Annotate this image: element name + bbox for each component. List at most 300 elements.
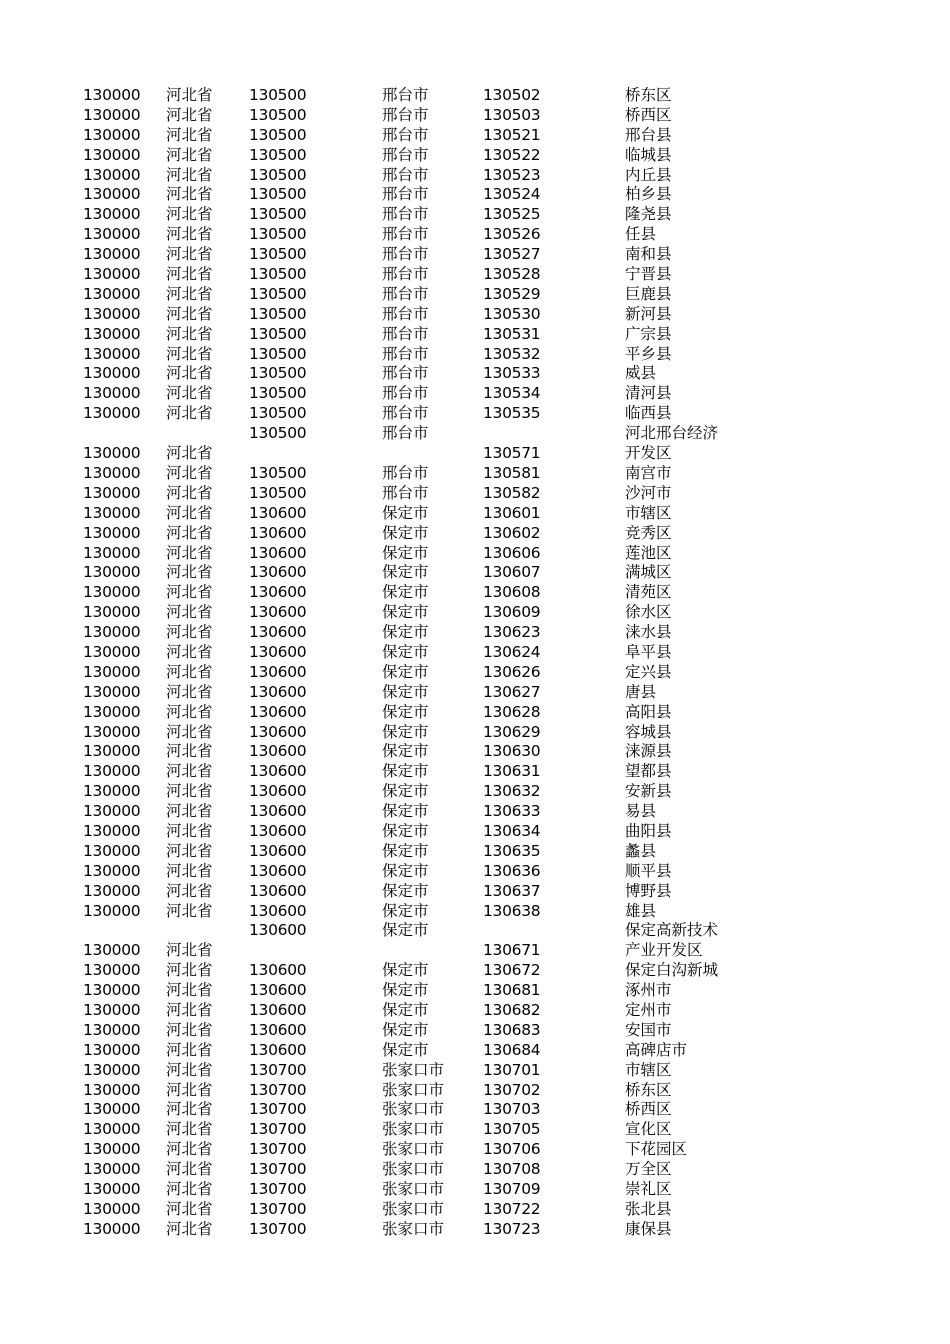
city-code-cell: 130600	[249, 642, 307, 661]
county-code-cell: 130623	[483, 623, 541, 642]
county-code-cell: 130534	[483, 384, 541, 403]
province-code-cell: 130000	[83, 1140, 141, 1159]
county-name-cell: 巨鹿县	[625, 284, 672, 303]
province-name-cell: 河北省	[166, 821, 213, 840]
city-code-cell: 130700	[249, 1120, 307, 1139]
city-code-cell: 130500	[249, 404, 307, 423]
county-name-cell: 望都县	[625, 762, 672, 781]
province-code-cell: 130000	[83, 682, 141, 701]
table-row	[0, 484, 950, 504]
province-name-cell: 河北省	[166, 1199, 213, 1218]
county-name-cell: 易县	[625, 802, 657, 821]
province-code-cell: 130000	[83, 265, 141, 284]
province-code-cell: 130000	[83, 185, 141, 204]
province-code-cell: 130000	[83, 1001, 141, 1019]
province-name-cell: 河北省	[166, 1001, 213, 1019]
table-row	[0, 265, 950, 285]
county-name-cell: 蠡县	[625, 841, 657, 860]
county-name-cell: 临西县	[625, 404, 672, 423]
county-code-cell: 130684	[483, 1040, 541, 1059]
table-row	[0, 1180, 950, 1200]
city-name-cell: 保定市	[382, 802, 429, 821]
province-code-cell: 130000	[83, 483, 141, 502]
province-code-cell: 130000	[83, 742, 141, 761]
province-code-cell: 130000	[83, 1160, 141, 1179]
table-row	[0, 683, 950, 703]
county-code-cell: 130629	[483, 722, 541, 741]
city-code-cell: 130700	[249, 1080, 307, 1099]
county-name-cell: 安新县	[625, 782, 672, 801]
city-code-cell: 130700	[249, 1060, 307, 1079]
province-name-cell: 河北省	[166, 503, 213, 522]
city-code-cell: 130500	[249, 463, 307, 482]
county-code-cell: 130702	[483, 1080, 541, 1099]
city-code-cell: 130700	[249, 1100, 307, 1119]
city-name-cell: 张家口市	[382, 1100, 445, 1119]
province-code-cell: 130000	[83, 821, 141, 840]
province-code-cell: 130000	[83, 1060, 141, 1079]
city-name-cell: 邢台市	[382, 384, 429, 403]
table-row	[0, 504, 950, 524]
county-name-cell: 定兴县	[625, 662, 672, 681]
county-code-cell: 130606	[483, 543, 541, 562]
province-name-cell: 河北省	[166, 543, 213, 562]
table-row	[0, 86, 950, 106]
province-code-cell: 130000	[83, 225, 141, 244]
table-row	[0, 464, 950, 484]
province-code-cell: 130000	[83, 1020, 141, 1039]
city-code-cell: 130500	[249, 86, 307, 104]
city-name-cell: 保定市	[382, 1020, 429, 1039]
city-code-cell: 130500	[249, 324, 307, 343]
province-name-cell: 河北省	[166, 1180, 213, 1199]
province-name-cell: 河北省	[166, 125, 213, 144]
province-name-cell: 河北省	[166, 344, 213, 363]
county-code-cell: 130582	[483, 483, 541, 502]
county-name-cell: 新河县	[625, 304, 672, 323]
city-name-cell: 张家口市	[382, 1060, 445, 1079]
province-name-cell: 河北省	[166, 404, 213, 423]
table-row	[0, 742, 950, 762]
city-name-cell: 邢台市	[382, 245, 429, 264]
county-code-cell: 130636	[483, 861, 541, 880]
city-name-cell: 邢台市	[382, 265, 429, 284]
table-row	[0, 1001, 950, 1021]
province-name-cell: 河北省	[166, 841, 213, 860]
table-row	[0, 603, 950, 623]
province-name-cell: 河北省	[166, 265, 213, 284]
county-name-cell: 沙河市	[625, 483, 672, 502]
city-name-cell: 保定市	[382, 861, 429, 880]
province-name-cell: 河北省	[166, 1160, 213, 1179]
table-row	[0, 583, 950, 603]
city-code-cell: 130500	[249, 105, 307, 124]
city-name-cell: 保定市	[382, 1040, 429, 1059]
province-name-cell: 河北省	[166, 324, 213, 343]
county-name-cell: 邢台县	[625, 125, 672, 144]
province-code-cell: 130000	[83, 782, 141, 801]
province-code-cell: 130000	[83, 86, 141, 104]
city-code-cell: 130600	[249, 662, 307, 681]
city-code-cell: 130600	[249, 742, 307, 761]
province-name-cell: 河北省	[166, 682, 213, 701]
county-code-cell: 130535	[483, 404, 541, 423]
county-code-cell: 130632	[483, 782, 541, 801]
table-row	[0, 703, 950, 723]
county-code-cell: 130522	[483, 145, 541, 164]
county-name-cell: 涞水县	[625, 623, 672, 642]
city-code-cell: 130700	[249, 1160, 307, 1179]
city-code-cell: 130600	[249, 921, 307, 940]
table-row	[0, 1220, 950, 1240]
province-name-cell: 河北省	[166, 284, 213, 303]
city-name-cell: 保定市	[382, 762, 429, 781]
province-code-cell: 130000	[83, 603, 141, 622]
county-code-cell: 130703	[483, 1100, 541, 1119]
table-row	[0, 404, 950, 424]
city-code-cell: 130500	[249, 145, 307, 164]
city-name-cell: 保定市	[382, 722, 429, 741]
province-code-cell: 130000	[83, 1120, 141, 1139]
city-code-cell: 130600	[249, 1040, 307, 1059]
county-name-cell: 莲池区	[625, 543, 672, 562]
county-name-cell: 雄县	[625, 901, 657, 920]
county-code-cell: 130672	[483, 961, 541, 980]
county-code-cell: 130607	[483, 563, 541, 582]
province-name-cell: 河北省	[166, 1140, 213, 1159]
county-name-cell: 阜平县	[625, 642, 672, 661]
province-code-cell: 130000	[83, 841, 141, 860]
city-name-cell: 保定市	[382, 563, 429, 582]
city-name-cell: 保定市	[382, 901, 429, 920]
city-name-cell: 保定市	[382, 841, 429, 860]
province-name-cell: 河北省	[166, 702, 213, 721]
city-code-cell: 130600	[249, 841, 307, 860]
county-name-cell: 保定高新技术 产业开发区	[625, 921, 719, 960]
province-code-cell: 130000	[83, 364, 141, 383]
county-code-cell: 130681	[483, 981, 541, 1000]
province-code-cell: 130000	[83, 145, 141, 164]
county-code-cell: 130633	[483, 802, 541, 821]
city-name-cell: 邢台市	[382, 424, 429, 443]
county-name-cell: 定州市	[625, 1001, 672, 1019]
province-code-cell: 130000	[83, 105, 141, 124]
county-name-cell: 徐水区	[625, 603, 672, 622]
county-code-cell: 130528	[483, 265, 541, 284]
province-code-cell: 130000	[83, 762, 141, 781]
county-name-cell: 内丘县	[625, 165, 672, 184]
county-name-cell: 桥西区	[625, 105, 672, 124]
city-code-cell: 130600	[249, 563, 307, 582]
province-code-cell: 130000	[83, 125, 141, 144]
province-code-cell: 130000	[83, 881, 141, 900]
province-name-cell: 河北省	[166, 145, 213, 164]
city-name-cell: 保定市	[382, 702, 429, 721]
province-name-cell: 河北省	[166, 1060, 213, 1079]
city-code-cell: 130600	[249, 1001, 307, 1019]
table-row	[0, 126, 950, 146]
city-code-cell: 130600	[249, 981, 307, 1000]
city-name-cell: 张家口市	[382, 1219, 445, 1238]
province-code-cell: 130000	[83, 981, 141, 1000]
city-name-cell: 保定市	[382, 981, 429, 1000]
city-name-cell: 保定市	[382, 881, 429, 900]
county-code-cell: 130634	[483, 821, 541, 840]
city-name-cell: 保定市	[382, 742, 429, 761]
table-row	[0, 1041, 950, 1061]
county-name-cell: 清苑区	[625, 583, 672, 602]
province-code-cell: 130000	[83, 444, 141, 463]
city-name-cell: 保定市	[382, 821, 429, 840]
province-name-cell: 河北省	[166, 165, 213, 184]
city-code-cell: 130600	[249, 861, 307, 880]
table-row	[0, 762, 950, 782]
county-name-cell: 容城县	[625, 722, 672, 741]
province-name-cell: 河北省	[166, 563, 213, 582]
province-name-cell: 河北省	[166, 185, 213, 204]
county-code-cell: 130671	[483, 941, 541, 960]
county-name-cell: 平乡县	[625, 344, 672, 363]
city-name-cell: 保定市	[382, 583, 429, 602]
province-name-cell: 河北省	[166, 304, 213, 323]
city-name-cell: 保定市	[382, 503, 429, 522]
county-code-cell: 130682	[483, 1001, 541, 1019]
city-code-cell: 130600	[249, 543, 307, 562]
city-name-cell: 保定市	[382, 921, 429, 940]
county-code-cell: 130521	[483, 125, 541, 144]
table-row	[0, 921, 950, 961]
county-name-cell: 万全区	[625, 1160, 672, 1179]
city-code-cell: 130700	[249, 1180, 307, 1199]
province-name-cell: 河北省	[166, 901, 213, 920]
city-code-cell: 130600	[249, 603, 307, 622]
county-code-cell: 130624	[483, 642, 541, 661]
county-name-cell: 隆尧县	[625, 205, 672, 224]
province-name-cell: 河北省	[166, 483, 213, 502]
county-name-cell: 桥东区	[625, 86, 672, 104]
city-code-cell: 130600	[249, 623, 307, 642]
city-name-cell: 保定市	[382, 642, 429, 661]
table-row	[0, 245, 950, 265]
city-name-cell: 张家口市	[382, 1080, 445, 1099]
city-name-cell: 邢台市	[382, 105, 429, 124]
county-name-cell: 宁晋县	[625, 265, 672, 284]
county-name-cell: 下花园区	[625, 1140, 688, 1159]
province-name-cell: 河北省	[166, 245, 213, 264]
county-code-cell: 130630	[483, 742, 541, 761]
province-name-cell: 河北省	[166, 961, 213, 980]
province-name-cell: 河北省	[166, 782, 213, 801]
county-name-cell: 曲阳县	[625, 821, 672, 840]
province-code-cell: 130000	[83, 284, 141, 303]
city-name-cell: 邢台市	[382, 185, 429, 204]
city-code-cell: 130700	[249, 1219, 307, 1238]
county-code-cell: 130627	[483, 682, 541, 701]
county-name-cell: 宣化区	[625, 1120, 672, 1139]
province-code-cell: 130000	[83, 1100, 141, 1119]
table-row	[0, 384, 950, 404]
county-code-cell: 130601	[483, 503, 541, 522]
province-code-cell: 130000	[83, 563, 141, 582]
table-row	[0, 305, 950, 325]
city-code-cell: 130600	[249, 503, 307, 522]
province-name-cell: 河北省	[166, 1100, 213, 1119]
city-code-cell: 130500	[249, 225, 307, 244]
province-name-cell: 河北省	[166, 662, 213, 681]
city-name-cell: 保定市	[382, 682, 429, 701]
province-code-cell: 130000	[83, 503, 141, 522]
county-name-cell: 张北县	[625, 1199, 672, 1218]
city-code-cell: 130600	[249, 901, 307, 920]
province-code-cell: 130000	[83, 1080, 141, 1099]
city-name-cell: 邢台市	[382, 304, 429, 323]
table-row	[0, 862, 950, 882]
city-code-cell: 130600	[249, 881, 307, 900]
county-name-cell: 唐县	[625, 682, 657, 701]
county-name-cell: 满城区	[625, 563, 672, 582]
county-name-cell: 南宫市	[625, 463, 672, 482]
table-row	[0, 345, 950, 365]
county-code-cell: 130531	[483, 324, 541, 343]
table-row	[0, 563, 950, 583]
province-name-cell: 河北省	[166, 583, 213, 602]
county-code-cell: 130706	[483, 1140, 541, 1159]
table-row	[0, 364, 950, 384]
province-name-cell: 河北省	[166, 861, 213, 880]
table-row	[0, 663, 950, 683]
county-name-cell: 博野县	[625, 881, 672, 900]
county-code-cell: 130701	[483, 1060, 541, 1079]
table-row	[0, 1081, 950, 1101]
city-code-cell: 130600	[249, 821, 307, 840]
city-name-cell: 保定市	[382, 543, 429, 562]
county-name-cell: 柏乡县	[625, 185, 672, 204]
province-name-cell: 河北省	[166, 1020, 213, 1039]
table-row	[0, 802, 950, 822]
city-name-cell: 邢台市	[382, 86, 429, 104]
city-name-cell: 保定市	[382, 961, 429, 980]
city-name-cell: 邢台市	[382, 344, 429, 363]
table-row	[0, 981, 950, 1001]
county-code-cell: 130524	[483, 185, 541, 204]
province-name-cell: 河北省	[166, 941, 213, 960]
city-name-cell: 邢台市	[382, 324, 429, 343]
county-name-cell: 桥东区	[625, 1080, 672, 1099]
county-code-cell: 130581	[483, 463, 541, 482]
county-code-cell: 130709	[483, 1180, 541, 1199]
city-name-cell: 张家口市	[382, 1180, 445, 1199]
table-row	[0, 544, 950, 564]
city-name-cell: 保定市	[382, 523, 429, 542]
county-name-cell: 市辖区	[625, 1060, 672, 1079]
province-code-cell: 130000	[83, 384, 141, 403]
province-code-cell: 130000	[83, 583, 141, 602]
county-name-cell: 高阳县	[625, 702, 672, 721]
city-code-cell: 130600	[249, 682, 307, 701]
province-name-cell: 河北省	[166, 981, 213, 1000]
county-code-cell: 130683	[483, 1020, 541, 1039]
county-code-cell: 130608	[483, 583, 541, 602]
province-code-cell: 130000	[83, 205, 141, 224]
county-code-cell: 130722	[483, 1199, 541, 1218]
county-code-cell: 130637	[483, 881, 541, 900]
county-name-cell: 清河县	[625, 384, 672, 403]
city-name-cell: 保定市	[382, 603, 429, 622]
city-code-cell: 130600	[249, 722, 307, 741]
province-code-cell: 130000	[83, 722, 141, 741]
province-code-cell: 130000	[83, 304, 141, 323]
city-code-cell: 130500	[249, 265, 307, 284]
city-code-cell: 130600	[249, 702, 307, 721]
table-row	[0, 1061, 950, 1081]
province-name-cell: 河北省	[166, 881, 213, 900]
table-row	[0, 961, 950, 981]
table-row	[0, 842, 950, 862]
table-row	[0, 1200, 950, 1220]
province-name-cell: 河北省	[166, 802, 213, 821]
county-code-cell: 130571	[483, 444, 541, 463]
city-code-cell: 130500	[249, 185, 307, 204]
region-code-table	[0, 86, 950, 1240]
province-name-cell: 河北省	[166, 384, 213, 403]
table-row	[0, 166, 950, 186]
province-code-cell: 130000	[83, 623, 141, 642]
province-code-cell: 130000	[83, 1219, 141, 1238]
city-code-cell: 130500	[249, 284, 307, 303]
table-row	[0, 623, 950, 643]
province-name-cell: 河北省	[166, 1080, 213, 1099]
province-name-cell: 河北省	[166, 603, 213, 622]
province-code-cell: 130000	[83, 165, 141, 184]
province-name-cell: 河北省	[166, 1040, 213, 1059]
county-code-cell: 130631	[483, 762, 541, 781]
county-name-cell: 崇礼区	[625, 1180, 672, 1199]
table-row	[0, 1160, 950, 1180]
province-code-cell: 130000	[83, 662, 141, 681]
county-name-cell: 涞源县	[625, 742, 672, 761]
county-name-cell: 顺平县	[625, 861, 672, 880]
province-name-cell: 河北省	[166, 523, 213, 542]
city-name-cell: 邢台市	[382, 145, 429, 164]
table-row	[0, 185, 950, 205]
province-name-cell: 河北省	[166, 1219, 213, 1238]
city-code-cell: 130600	[249, 583, 307, 602]
county-code-cell: 130708	[483, 1160, 541, 1179]
city-name-cell: 邢台市	[382, 463, 429, 482]
county-code-cell: 130533	[483, 364, 541, 383]
county-code-cell: 130628	[483, 702, 541, 721]
city-name-cell: 保定市	[382, 662, 429, 681]
county-name-cell: 威县	[625, 364, 657, 383]
county-name-cell: 桥西区	[625, 1100, 672, 1119]
city-code-cell: 130500	[249, 125, 307, 144]
county-code-cell: 130609	[483, 603, 541, 622]
county-code-cell: 130705	[483, 1120, 541, 1139]
province-name-cell: 河北省	[166, 105, 213, 124]
county-name-cell: 河北邢台经济 开发区	[625, 424, 719, 463]
table-row	[0, 524, 950, 544]
city-name-cell: 邢台市	[382, 284, 429, 303]
table-row	[0, 643, 950, 663]
table-row	[0, 285, 950, 305]
city-code-cell: 130500	[249, 205, 307, 224]
province-name-cell: 河北省	[166, 1120, 213, 1139]
province-code-cell: 130000	[83, 523, 141, 542]
county-name-cell: 涿州市	[625, 981, 672, 1000]
table-row	[0, 782, 950, 802]
county-name-cell: 竞秀区	[625, 523, 672, 542]
province-code-cell: 130000	[83, 1040, 141, 1059]
